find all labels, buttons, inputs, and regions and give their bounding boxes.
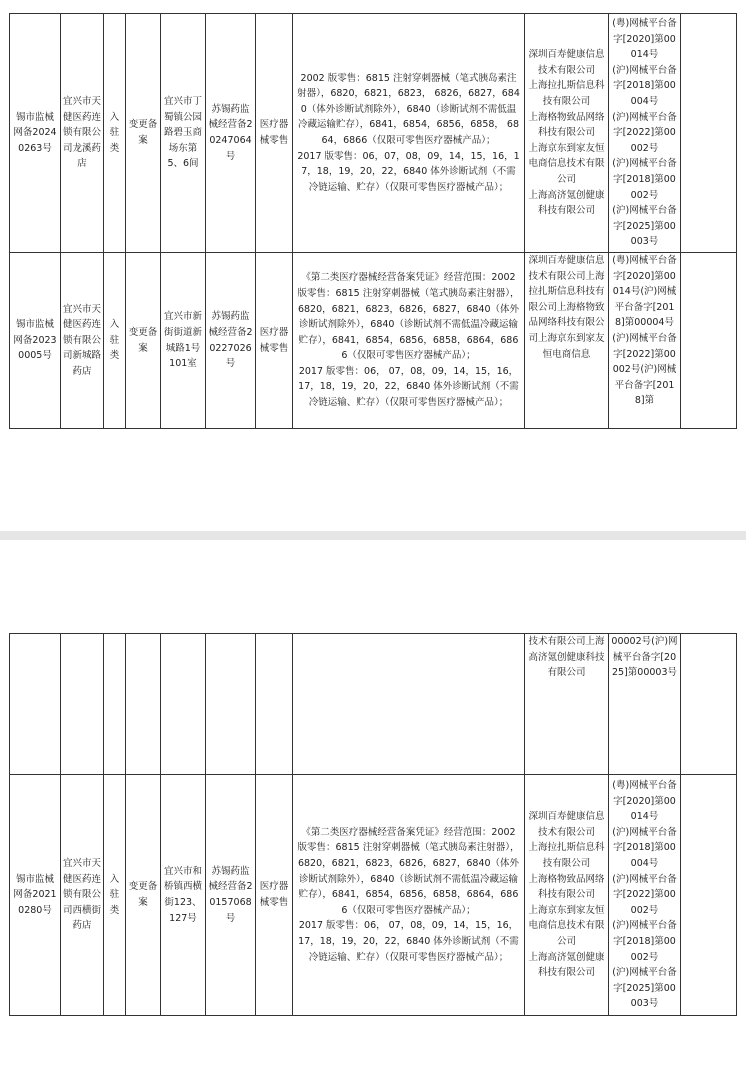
platform-no: (粤)网械平台备字[2020]第00014号	[612, 18, 677, 61]
table-row	[10, 14, 737, 253]
platform-name: 上海高济氪创健康科技有限公司	[528, 189, 605, 217]
platform-no: (沪)网械平台备字[2018]第00004号	[612, 826, 677, 870]
table-row	[10, 775, 737, 1016]
empty-cell	[206, 634, 256, 775]
platform-cell: 深圳百寿健康信息技术有限公司上海拉扎斯信息科技有限公司上海格物致品网络科技有限公司上海京东到家友恒电商信息	[525, 253, 609, 429]
platform-no: (沪)网械平台备字[2022]第00002号	[612, 873, 677, 916]
platform-no: (沪)网械平台备字[2025]第00003号	[612, 967, 677, 1010]
business-cell: 医疗器械零售	[256, 253, 293, 429]
record-table-page-2	[9, 633, 737, 1016]
platform-name: 上海京东到家友恒电商信息技术有限公司	[528, 142, 605, 185]
scope-paragraph: 《第二类医疗器械经营备案凭证》经营范围：2002 版零售：6815 注射穿刺器械（笔式胰岛素注射器），6820，6821，6823，6826，6827，6840（体外诊断试剂除外），6840（诊断试剂不需低温冷藏运输贮存），6841，6854，6856，6858，6864，6866（仅限可零售医疗器械产品）；	[297, 826, 520, 916]
platform-name: 上海拉扎斯信息科技有限公司	[528, 80, 605, 108]
address-cell: 宜兴市和桥镇西横街123、127号	[161, 775, 206, 1016]
record-no-cell: 锡市监械网备20210280号	[10, 775, 61, 1016]
scope-paragraph: 2017 版零售：06，07，08，09，14，15，16，17，18，19，20，22，6840 体外诊断试剂（不需冷链运输、贮存）（仅限可零售医疗器械产品）；	[297, 150, 520, 193]
business-cell: 医疗器械零售	[256, 775, 293, 1016]
scope-cell	[293, 14, 525, 253]
platform-cell: 技术有限公司上海高济氪创健康科技有限公司	[525, 634, 609, 775]
record-table-page-1	[9, 13, 737, 429]
table-row	[10, 634, 737, 775]
table-row	[10, 253, 737, 429]
category-cell: 入驻类	[104, 14, 126, 253]
scope-cell	[293, 253, 525, 429]
address-cell: 宜兴市新街街道新城路1号101室	[161, 253, 206, 429]
empty-cell	[104, 634, 126, 775]
platform-name: 上海高济氪创健康科技有限公司	[528, 951, 605, 979]
empty-cell	[293, 634, 525, 775]
platform-name: 上海格物致品网络科技有限公司	[528, 873, 605, 901]
platform-no: (沪)网械平台备字[2018]第00002号	[612, 158, 677, 201]
empty-cell	[61, 634, 104, 775]
record-no-cell: 锡市监械网备20240263号	[10, 14, 61, 253]
platform-no-cell	[609, 775, 681, 1016]
empty-cell	[10, 634, 61, 775]
scope-paragraph: 2017 版零售：06， 07，08，09，14，15，16，17，18，19，20，22，6840 体外诊断试剂（不需冷链运输、贮存）（仅限可零售医疗器械产品）；	[298, 365, 519, 409]
empty-cell	[681, 253, 737, 429]
address-cell: 宜兴市丁蜀镇公园路碧玉商场东第5、6间	[161, 14, 206, 253]
empty-cell	[256, 634, 293, 775]
platform-name: 上海拉扎斯信息科技有限公司	[528, 842, 605, 870]
company-cell: 宜兴市天健医药连锁有限公司新城路药店	[61, 253, 104, 429]
platform-no: (沪)网械平台备字[2018]第00004号	[612, 64, 677, 108]
business-cell: 医疗器械零售	[256, 14, 293, 253]
platform-name: 上海京东到家友恒电商信息技术有限公司	[528, 904, 605, 947]
platform-name: 上海格物致品网络科技有限公司	[528, 111, 605, 139]
platform-no: (粤)网械平台备字[2020]第00014号	[612, 780, 677, 823]
empty-cell	[161, 634, 206, 775]
platform-no: (沪)网械平台备字[2018]第00002号	[612, 920, 677, 963]
license-cell: 苏锡药监械经营备20227026号	[206, 253, 256, 429]
platform-no-cell: (粤)网械平台备字[2020]第00014号(沪)网械平台备字[2018]第00004号(沪)网械平台备字[2022]第00002号(沪)网械平台备字[2018]第	[609, 253, 681, 429]
scope-paragraph: 2002 版零售：6815 注射穿刺器械（笔式胰岛素注射器），6820，6821，6823， 6826，6827，6840（体外诊断试剂除外），6840（诊断试剂不需低温冷藏运输贮存），6841，6854，6856，6858， 6864，6866（仅限可零售医疗器械产品）；	[297, 72, 520, 146]
platform-name: 深圳百寿健康信息技术有限公司	[528, 49, 605, 76]
platform-cell	[525, 775, 609, 1016]
empty-cell	[126, 634, 161, 775]
license-cell: 苏锡药监械经营备20157068号	[206, 775, 256, 1016]
platform-cell	[525, 14, 609, 253]
category-cell: 入驻类	[104, 253, 126, 429]
platform-no: (沪)网械平台备字[2025]第00003号	[612, 205, 677, 248]
platform-no-cell: 00002号(沪)网械平台备字[2025]第00003号	[609, 634, 681, 775]
page-break	[0, 531, 746, 540]
empty-cell	[681, 14, 737, 253]
empty-cell	[681, 775, 737, 1016]
platform-name: 深圳百寿健康信息技术有限公司	[528, 811, 605, 838]
empty-cell	[681, 634, 737, 775]
scope-paragraph: 2017 版零售：06， 07，08，09，14，15，16，17，18，19，20，22，6840 体外诊断试剂（不需冷链运输、贮存）（仅限可零售医疗器械产品）；	[298, 920, 519, 963]
record-no-cell: 锡市监械网备20230005号	[10, 253, 61, 429]
category-cell: 入驻类	[104, 775, 126, 1016]
platform-no: (沪)网械平台备字[2022]第00002号	[612, 111, 677, 154]
record-type-cell: 变更备案	[126, 775, 161, 1016]
platform-no-cell	[609, 14, 681, 253]
record-type-cell: 变更备案	[126, 253, 161, 429]
record-type-cell: 变更备案	[126, 14, 161, 253]
company-cell: 宜兴市天健医药连锁有限公司龙溪药店	[61, 14, 104, 253]
scope-cell	[293, 775, 525, 1016]
scope-paragraph: 《第二类医疗器械经营备案凭证》经营范围：2002 版零售：6815 注射穿刺器械（笔式胰岛素注射器），6820，6821，6823，6826，6827，6840（体外诊断试剂除外），6840（诊断试剂不需低温冷藏运输贮存），6841，6854，6856，6858，6864，6866（仅限可零售医疗器械产品）；	[297, 272, 520, 362]
company-cell: 宜兴市天健医药连锁有限公司西横街药店	[61, 775, 104, 1016]
license-cell: 苏锡药监械经营备20247064号	[206, 14, 256, 253]
